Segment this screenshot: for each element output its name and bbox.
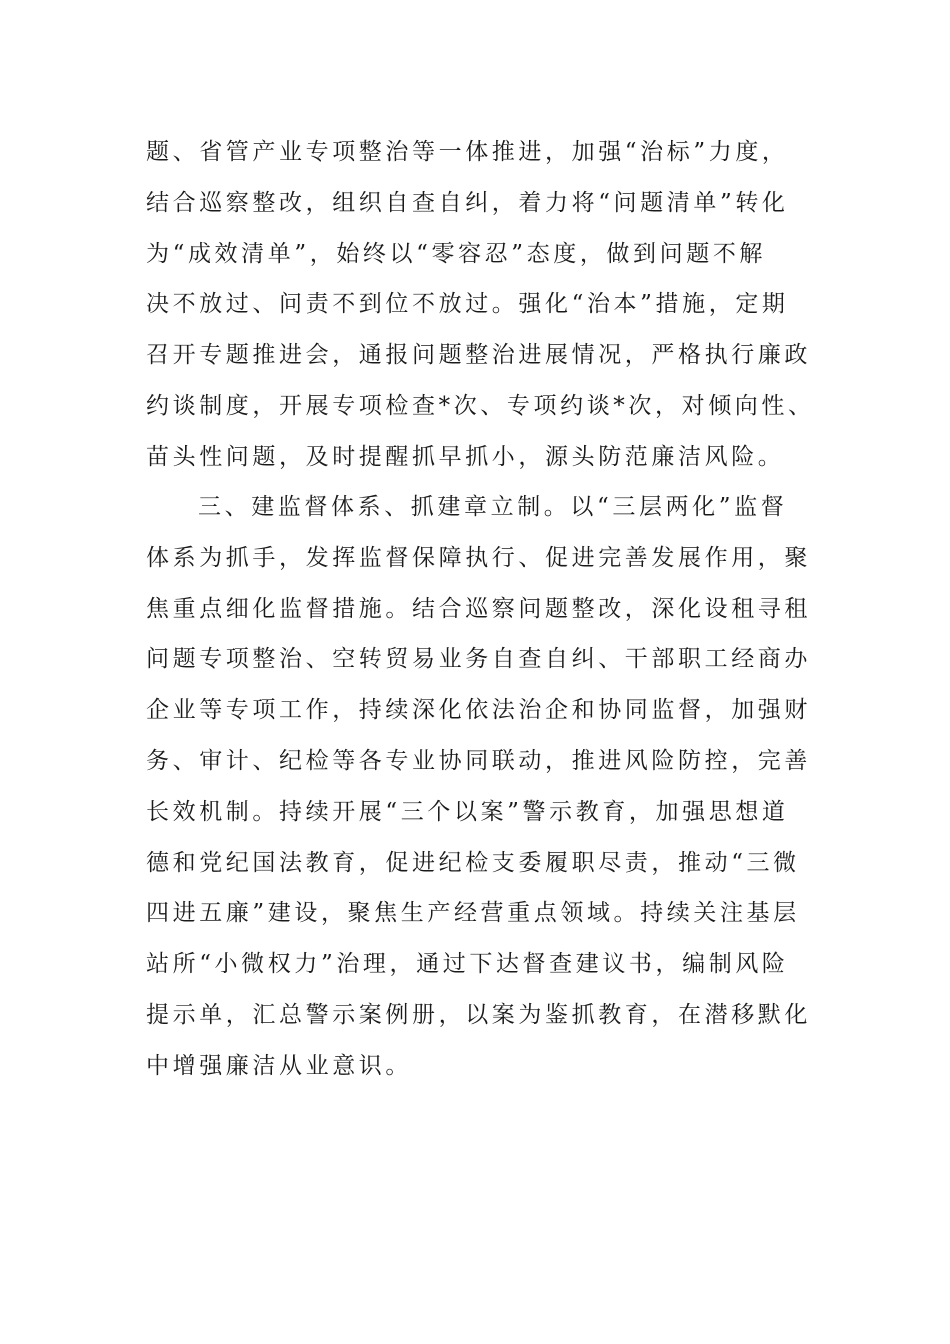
paragraph-line: 站所“小微权力”治理，通过下达督查建议书，编制风险 [146,951,789,978]
paragraph-line: 决不放过、问责不到位不放过。强化“治本”措施，定期 [146,291,789,318]
paragraph-line: 结合巡察整改，组织自查自纠，着力将“问题清单”转化 [146,189,789,216]
paragraph-line: 问题专项整治、空转贸易业务自查自纠、干部职工经商办 [146,646,811,673]
paragraph-line: 召开专题推进会，通报问题整治进展情况，严格执行廉政 [146,342,811,369]
paragraph-line: 苗头性问题，及时提醒抓早抓小，源头防范廉洁风险。 [146,443,785,470]
paragraph-line: 中增强廉洁从业意识。 [146,1052,412,1079]
paragraph-supervision-system [146,482,810,1092]
paragraph-continued-rectification [146,127,815,483]
paragraph-line: 长效机制。持续开展“三个以案”警示教育，加强思想道 [146,798,789,825]
paragraph-line: 德和党纪国法教育，促进纪检支委履职尽责，推动“三微 [146,849,800,876]
paragraph-line: 题、省管产业专项整治等一体推进，加强“治标”力度， [146,139,789,165]
paragraph-line: 务、审计、纪检等各专业协同联动，推进风险防控，完善 [146,747,811,774]
paragraph-line: 企业等专项工作，持续深化依法治企和协同监督，加强财 [146,697,811,724]
paragraph-line: 为“成效清单”，始终以“零容忍”态度，做到问题不解 [146,240,767,267]
paragraph-line: 体系为抓手，发挥监督保障执行、促进完善发展作用，聚 [146,544,811,571]
paragraph-line: 焦重点细化监督措施。结合巡察问题整改，深化设租寻租 [146,595,811,622]
paragraph-line: 约谈制度，开展专项检查*次、专项约谈*次，对倾向性、 [146,392,815,419]
paragraph-line: 三、建监督体系、抓建章立制。以“三层两化”监督 [198,494,788,520]
paragraph-line: 提示单，汇总警示案例册，以案为鉴抓教育，在潜移默化 [146,1001,811,1028]
paragraph-line: 四进五廉”建设，聚焦生产经营重点领域。持续关注基层 [146,900,800,927]
